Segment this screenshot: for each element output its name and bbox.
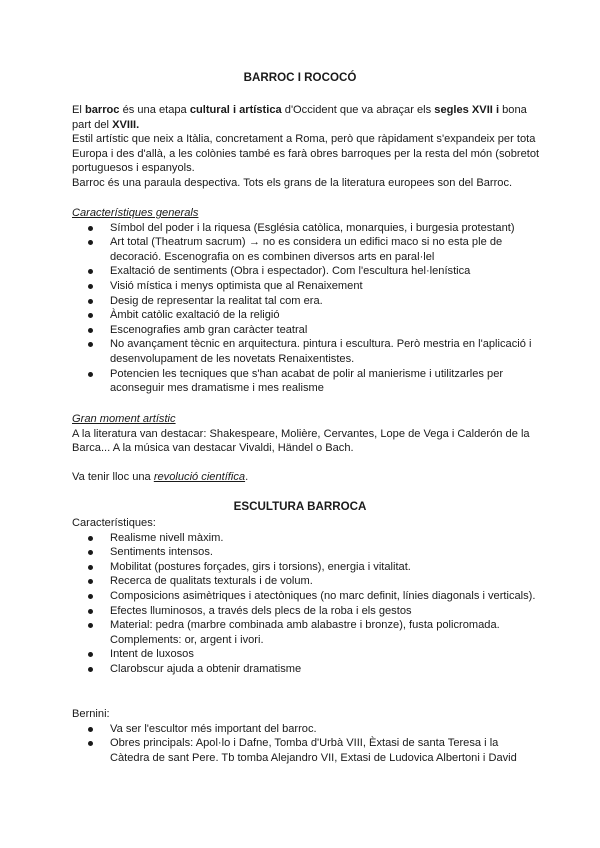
list-item	[72, 604, 540, 619]
bullet-icon	[88, 667, 93, 672]
gran-moment-section	[72, 412, 540, 456]
bullet-icon	[88, 652, 93, 657]
list-item	[72, 531, 540, 546]
list-item	[72, 618, 540, 647]
list-item-text: Obres principals: Apol·lo i Dafne, Tomba d'Urbà VIII, Èxtasi de santa Teresa i la Càtedra de sant Pere. Tb tomba Alejandro VII, Extasi de Ludovica Albertoni i David	[110, 737, 517, 764]
bullet-icon	[88, 623, 93, 628]
revolucio-paragraph	[72, 470, 540, 485]
list-item-text: Va ser l'escultor més important del barroc.	[110, 722, 317, 735]
intro-bold-segles: segles XVII i	[434, 104, 500, 116]
list-item	[72, 662, 540, 677]
list-item	[72, 736, 540, 765]
intro-text: d'Occident que va abraçar els	[281, 104, 435, 116]
list-item-text: Composicions asimètriques i atectòniques (no marc definit, línies diagonals i verticals).	[110, 589, 536, 602]
bullet-icon	[88, 741, 93, 746]
section-title-escultura: ESCULTURA BARROCA	[233, 500, 367, 513]
intro-paragraph-3: Barroc és una paraula despectiva. Tots els grans de la literatura europees son del Barroc.	[72, 176, 513, 189]
list-item-text: Art total (Theatrum sacrum) → no es considera un edifici maco si no esta ple de decoració. Escenografia on es combinen diversos arts en paral·lel	[110, 236, 503, 263]
list-item	[72, 574, 540, 589]
revolucio-text: Va tenir lloc una	[72, 471, 154, 483]
list-item-text: Símbol del poder i la riquesa (Església catòlica, monarquies, i burgesia protestant)	[110, 221, 515, 234]
intro-text: és una etapa	[119, 104, 190, 116]
list-item-text: Clarobscur ajuda a obtenir dramatisme	[110, 662, 302, 675]
bernini-list	[72, 722, 540, 766]
list-item-text: Efectes lluminosos, a través dels plecs de la roba i els gestos	[110, 604, 412, 617]
escultura-section	[72, 516, 540, 677]
list-item	[72, 308, 540, 323]
gran-moment-heading: Gran moment artístic	[72, 413, 176, 425]
intro-paragraph-1	[72, 103, 540, 132]
list-item-text: Material: pedra (marbre combinada amb alabastre i bronze), fusta policromada. Complements: or, argent i ivori.	[110, 619, 500, 646]
revolucio-section	[72, 470, 540, 485]
bullet-icon	[88, 240, 93, 245]
list-item-text: Desig de representar la realitat tal com era.	[110, 294, 323, 307]
list-item	[72, 235, 540, 264]
list-item-text: Mobilitat (postures forçades, girs i torsions), energia i vitalitat.	[110, 560, 411, 573]
list-item	[72, 589, 540, 604]
gran-moment-text: A la literatura van destacar: Shakespeare, Molière, Cervantes, Lope de Vega i Calderón de la Barca... A la música van destacar Vivaldi, Händel o Bach.	[72, 427, 530, 455]
list-item-text: Realisme nivell màxim.	[110, 531, 224, 544]
list-item-text: Sentiments intensos.	[110, 546, 213, 559]
list-item	[72, 545, 540, 560]
document-title: BARROC I ROCOCÓ	[243, 71, 357, 84]
list-item	[72, 337, 540, 366]
caracteristiques-generals-section	[72, 206, 540, 396]
bullet-icon	[88, 299, 93, 304]
list-item	[72, 722, 540, 737]
intro-paragraph-2: Estil artístic que neix a Itàlia, concretament a Roma, però que ràpidament s'expandeix per tota Europa i des d'allà, a les colònies també es farà obres barroques per la resta del món (sobretot portuguesos i espanyols.	[72, 133, 540, 175]
list-item	[72, 323, 540, 338]
list-item	[72, 279, 540, 294]
escultura-list	[72, 531, 540, 677]
intro-bold-barroc: barroc	[84, 104, 120, 116]
bullet-icon	[88, 284, 93, 289]
bullet-icon	[88, 342, 93, 347]
list-item-text: Potencien les tecniques que s'han acabat de polir al manierisme i utilitzarles per aconseguir mes dramatisme i mes realisme	[110, 367, 504, 395]
intro-section	[72, 103, 540, 191]
bullet-icon	[88, 269, 93, 274]
bullet-icon	[88, 727, 93, 732]
list-item-text: Intent de luxosos	[110, 648, 194, 661]
caracteristiques-generals-heading: Característiques generals	[72, 207, 199, 219]
caracteristiques-generals-list	[72, 221, 540, 396]
list-item-text: Àmbit catòlic exaltació de la religió	[110, 309, 280, 322]
intro-bold-xviii: XVIII.	[112, 118, 140, 131]
list-item	[72, 264, 540, 279]
list-item-text: Visió mística i menys optimista que al Renaixement	[110, 279, 363, 292]
bullet-icon	[88, 565, 93, 570]
intro-text: bona part del	[72, 104, 527, 131]
bullet-icon	[88, 226, 93, 231]
list-item-text: Exaltació de sentiments (Obra i espectador). Com l'escultura hel·lenística	[110, 265, 471, 278]
bullet-icon	[88, 313, 93, 318]
list-item	[72, 221, 540, 236]
bullet-icon	[88, 328, 93, 333]
list-item	[72, 294, 540, 309]
bullet-icon	[88, 550, 93, 555]
intro-bold-cultural: cultural i artística	[189, 104, 282, 116]
bernini-heading: Bernini:	[72, 708, 110, 720]
bullet-icon	[88, 536, 93, 541]
escultura-heading: Característiques:	[72, 517, 156, 529]
bullet-icon	[88, 609, 93, 614]
list-item	[72, 560, 540, 575]
revolucio-text: .	[245, 471, 249, 483]
bullet-icon	[88, 372, 93, 377]
bullet-icon	[88, 594, 93, 599]
list-item-text: Recerca de qualitats texturals i de volum.	[110, 575, 313, 588]
list-item-text: Escenografies amb gran caràcter teatral	[110, 323, 308, 336]
list-item-text: No avançament tècnic en arquitectura. pintura i escultura. Però mestria en l'aplicació i desenvolupament de les novetats Renaixentistes.	[110, 338, 532, 365]
list-item	[72, 647, 540, 662]
revolucio-cientifica-link[interactable]: revolució científica	[153, 471, 246, 483]
bullet-icon	[88, 579, 93, 584]
bernini-section	[72, 707, 540, 765]
list-item	[72, 367, 540, 396]
intro-text: El	[72, 104, 85, 116]
